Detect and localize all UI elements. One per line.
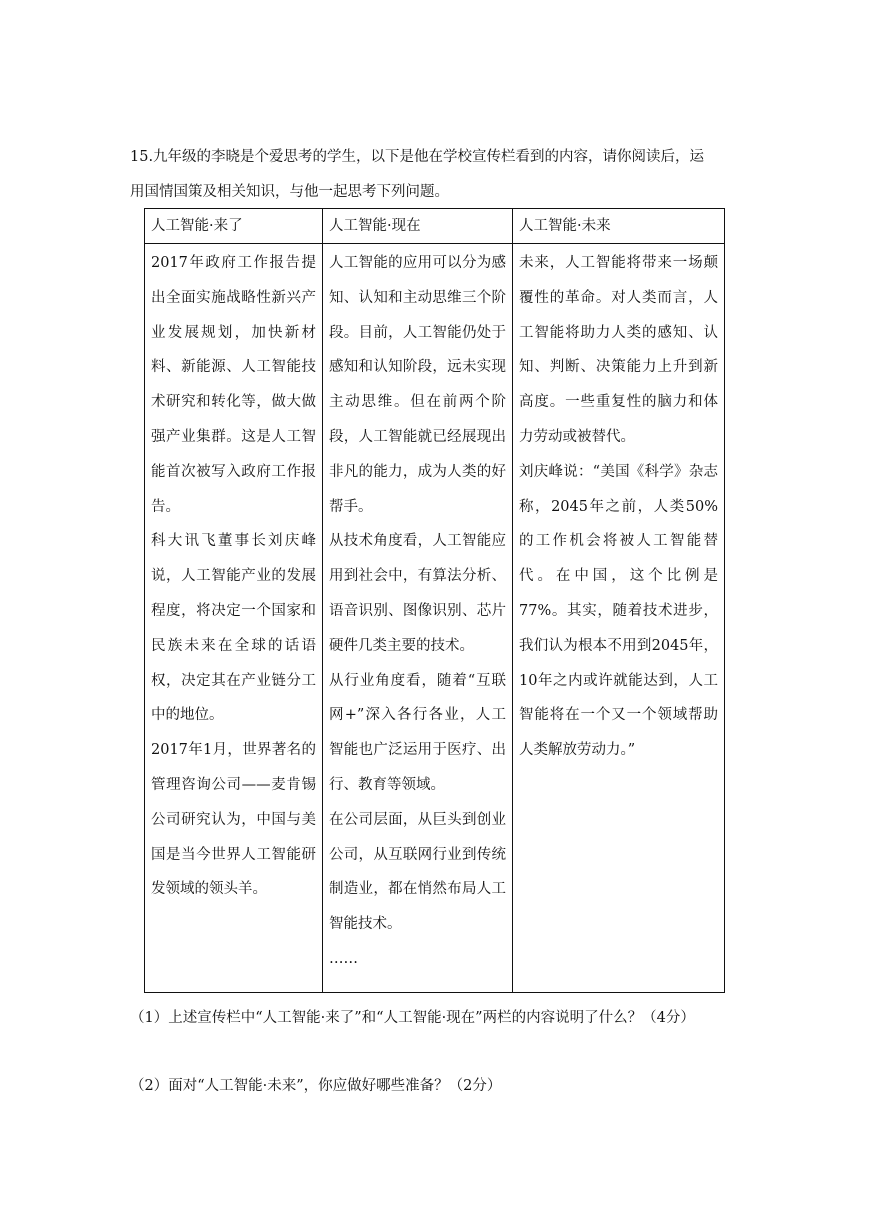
cell-ai-future	[513, 244, 725, 993]
header-ai-future: 人工智能·未来	[513, 209, 725, 244]
question-intro-line-1: 15.九年级的李晓是个爱思考的学生，以下是他在学校宣传栏看到的内容，请你阅读后，运	[130, 149, 705, 165]
cell-ai-arrived	[145, 244, 323, 993]
paragraph: 从行业角度看，随着“互联网+”深入各行各业，人工智能也广泛运用于医疗、出行、教育等领域。	[329, 672, 506, 793]
paragraph: 2017年1月，世界著名的管理咨询公司——麦肯锡公司研究认为，中国与美国是当今世界人工智能研发领域的领头羊。	[151, 742, 316, 898]
cell-ai-now	[323, 244, 513, 993]
bulletin-table	[144, 208, 725, 993]
question-intro-line-2: 用国情国策及相关知识，与他一起思考下列问题。	[130, 184, 449, 200]
table-content-row	[145, 244, 725, 993]
paragraph: 2017年政府工作报告提出全面实施战略性新兴产业发展规划，加快新材料、新能源、人工智能技术研究和转化等，做大做强产业集群。这是人工智能首次被写入政府工作报告。	[151, 255, 316, 515]
paragraph: 刘庆峰说：“美国《科学》杂志称，2045年之前，人类50%的工作机会将被人工智能替代。在中国，这个比例是77%。其实，随着技术进步，我们认为根本不用到2045年，10年之内或许就能达到，人工智能将在一个又一个领域帮助人类解放劳动力。”	[519, 463, 718, 759]
paragraph: 未来，人工智能将带来一场颠覆性的革命。对人类而言，人工智能将助力人类的感知、认知、判断、决策能力上升到新高度。一些重复性的脑力和体力劳动或被替代。	[519, 255, 718, 445]
question-15	[130, 140, 750, 210]
paragraph: 人工智能的应用可以分为感知、认知和主动思维三个阶段。目前，人工智能仍处于感知和认知阶段，远未实现主动思维。但在前两个阶段，人工智能就已经展现出非凡的能力，成为人类的好帮手。	[329, 255, 506, 515]
paragraph: 在公司层面，从巨头到创业公司，从互联网行业到传统制造业，都在悄然布局人工智能技术。	[329, 811, 506, 933]
sub-question-2-text: （2）面对“人工智能·未来”，你应做好哪些准备？（2分）	[130, 1078, 502, 1094]
header-ai-now: 人工智能·现在	[323, 209, 513, 244]
sub-question-2	[130, 1068, 750, 1104]
header-ai-arrived: 人工智能·来了	[145, 209, 323, 244]
paragraph: 从技术角度看，人工智能应用到社会中，有算法分析、语音识别、图像识别、芯片硬件几类主要的技术。	[329, 533, 506, 654]
paragraph: 科大讯飞董事长刘庆峰说，人工智能产业的发展程度，将决定一个国家和民族未来在全球的话语权，决定其在产业链分工中的地位。	[151, 533, 316, 724]
ellipsis: ……	[329, 950, 358, 967]
table-header-row	[145, 209, 725, 244]
sub-question-1-text: （1）上述宣传栏中“人工智能·来了”和“人工智能·现在”两栏的内容说明了什么？（4分）	[130, 1010, 695, 1026]
sub-question-1	[130, 1000, 750, 1036]
